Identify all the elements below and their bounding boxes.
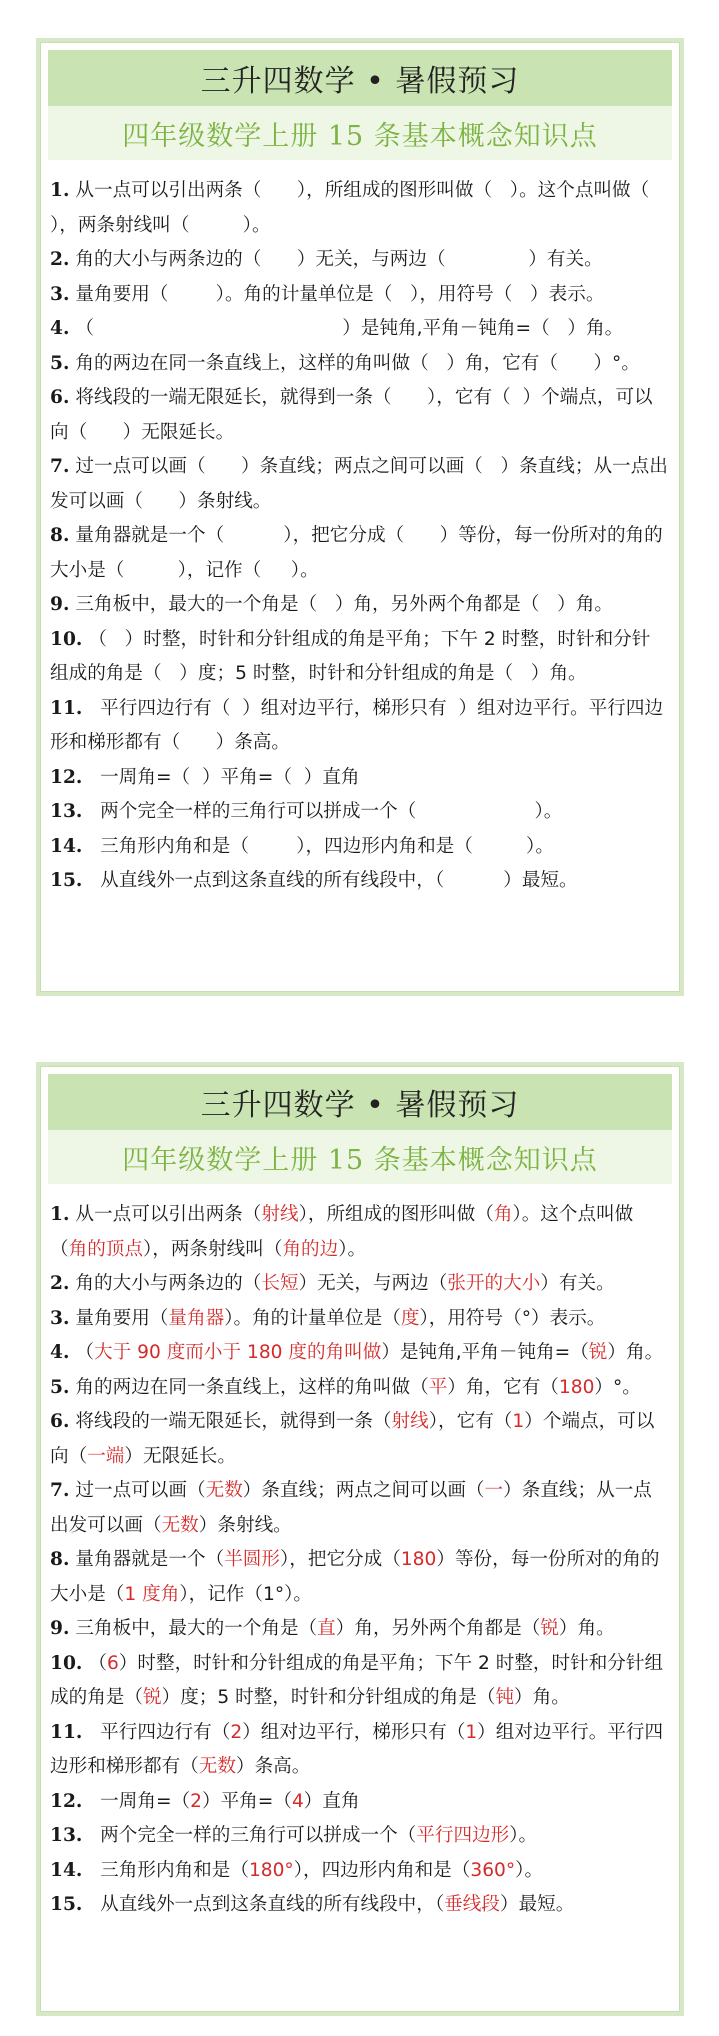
item-number: 3. [50,283,70,305]
answer-item [50,1888,668,1923]
question-item [50,174,709,243]
question-item [50,450,668,519]
question-text: ）组对边平行。平行四边形和梯形都有（ [50,1721,664,1777]
item-number: 14. [50,1859,83,1881]
question-text: ）度；5 时整，时针和分针组成的角是（ [161,1687,496,1708]
question-text: ）个端点，可以向（ [50,1411,655,1467]
question-item [50,830,668,865]
answer-text: 钝 [495,1687,515,1708]
question-text: ）。 [515,1859,544,1881]
question-text: 量角要用（ ）。角的计量单位是（ ），用符号（ ）表示。 [75,283,605,305]
question-text: 三角板中，最大的一个角是（ [75,1618,318,1639]
question-text: 从一点可以引出两条（ ），所组成的图形叫做（ ）。这个点叫做（ ），两条射线叫（ ）。 [50,180,709,236]
answer-item [50,1543,668,1612]
question-text: 从一点可以引出两条（ [75,1204,262,1225]
question-text: ），四边形内角和是（ [293,1859,471,1881]
question-text: 三角形内角和是（ [88,1859,249,1881]
question-item [50,588,668,623]
item-number: 2. [50,249,70,270]
answer-text: 2 [190,1790,202,1812]
question-text: 三角板中，最大的一个角是（ ）角，另外两个角都是（ ）角。 [75,594,613,615]
worksheet-title-answers: 三升四数学 • 暑假预习 [48,1074,672,1130]
answer-text: 角的顶点 [68,1238,143,1260]
answer-text: 一端 [87,1445,125,1467]
question-text: ）角。 [558,1618,615,1639]
answer-text: 1 [465,1721,478,1743]
item-number: 12. [50,1790,83,1812]
item-number: 8. [50,525,70,546]
question-text: ）角。 [607,1342,664,1363]
question-text: ），所组成的图形叫做（ [298,1204,494,1225]
question-text: ），用符号（°）表示。 [419,1307,606,1329]
question-text: 将线段的一端无限延长，就得到一条（ [75,1411,392,1432]
question-text: ）。 [509,1825,538,1846]
answer-text: 半圆形 [224,1549,280,1570]
answer-text: 1 [512,1411,525,1432]
item-number: 10. [50,628,83,650]
answer-item [50,1405,668,1474]
answer-text: 角 [493,1204,513,1225]
question-text: 平行四边行有（ ）组对边平行，梯形只有 ）组对边平行。平行四边形和梯形都有（ ）条高。 [50,697,664,753]
item-number: 5. [50,352,70,374]
question-text: 量角器就是一个（ [75,1549,225,1570]
answer-text: 射线 [391,1411,429,1432]
question-text: ）时整，时针和分针组成的角是平角；下午 2 时整，时针和分针组成的角是（ [50,1652,664,1708]
item-number: 15. [50,870,83,891]
answer-text: 射线 [261,1204,299,1225]
answer-text: 4 [291,1790,304,1812]
question-item [50,519,668,588]
answer-text: 平 [428,1376,448,1398]
item-number: 10. [50,1652,83,1674]
worksheet-title: 三升四数学 • 暑假预习 [48,50,672,106]
answer-item [50,1336,668,1371]
answer-item [50,1612,668,1647]
answer-text: 180° [248,1859,294,1881]
item-number: 11. [50,1721,83,1743]
answer-text: 长短 [261,1273,299,1294]
question-text: 过一点可以画（ ）条直线；两点之间可以画（ ）条直线；从一点出发可以画（ ）条射线。 [50,456,668,512]
question-text: 两个完全一样的三角行可以拼成一个（ ）。 [88,801,563,822]
answer-text: 6 [106,1652,119,1674]
question-text: ）。角的计量单位是（ [224,1307,401,1329]
answer-item [50,1716,668,1785]
answer-text: 1 度角 [124,1583,180,1605]
answer-item [50,1647,668,1716]
question-text: （ ）时整，时针和分针组成的角是平角；下午 2 时整，时针和分针组成的角是（ ）度；5 时整，时针和分针组成的角是（ ）角。 [50,628,651,684]
question-text: （ ）是钝角,平角－钝角=（ ）角。 [75,318,624,339]
item-number: 9. [50,1618,70,1639]
item-number: 9. [50,594,70,615]
question-text: ）角。 [514,1687,570,1708]
question-text: 角的两边在同一条直线上，这样的角叫做（ ）角，它有（ ）°。 [75,352,640,374]
item-number: 2. [50,1273,70,1294]
question-text: ）平角=（ [201,1790,292,1812]
question-text: ）有关。 [540,1273,615,1294]
question-text: ），把它分成（ [279,1549,401,1570]
question-text: ）直角 [303,1790,360,1812]
item-number: 7. [50,1480,70,1501]
answer-item [50,1854,668,1889]
item-number: 4. [50,1342,70,1363]
question-item [50,347,668,382]
answer-text: 大于 90 度而小于 180 度的角叫做 [94,1342,382,1363]
answer-text: 360° [470,1859,516,1881]
question-text: ）角，另外两个角都是（ [335,1618,541,1639]
answer-text: 直 [317,1618,336,1639]
question-text: ）是钝角,平角－钝角=（ [381,1342,589,1363]
question-item [50,795,668,830]
answer-text: 量角器 [168,1307,225,1329]
question-text: 角的大小与两条边的（ ）无关，与两边（ ）有关。 [75,249,603,270]
question-text: 一周角=（ ）平角=（ ）直角 [88,766,360,788]
question-text: ）条射线。 [198,1514,292,1536]
question-text: 角的大小与两条边的（ [75,1273,262,1294]
question-text: ），记作（1°）。 [179,1583,313,1605]
answer-text: 180 [558,1376,595,1398]
answer-item [50,1371,668,1406]
answer-text: 锐 [540,1618,559,1639]
item-number: 4. [50,318,70,339]
item-number: 5. [50,1376,70,1398]
question-text: ）条直线；两点之间可以画（ [242,1480,485,1501]
question-text: ）无限延长。 [124,1445,236,1467]
answer-text: 平行四边形 [416,1825,510,1846]
question-text: 角的两边在同一条直线上，这样的角叫做（ [75,1376,429,1398]
question-text: 从直线外一点到这条直线的所有线段中，（ [88,1894,445,1915]
answer-text: 无数 [161,1514,199,1536]
question-item [50,761,668,796]
question-text: 过一点可以画（ [75,1480,206,1501]
item-number: 6. [50,387,70,408]
item-number: 8. [50,1549,70,1570]
question-text: 平行四边行有（ [88,1721,231,1743]
question-text: ）无关，与两边（ [298,1273,448,1294]
worksheet-subtitle: 四年级数学上册 15 条基本概念知识点 [48,106,672,160]
question-text: 量角要用（ [75,1307,169,1329]
question-text: ），两条射线叫（ [143,1238,283,1260]
question-item [50,623,668,692]
question-text: 一周角=（ [88,1790,191,1812]
question-text: ）。 [338,1238,367,1260]
item-number: 12. [50,766,83,788]
answer-text: 2 [230,1721,243,1743]
answer-item [50,1267,668,1302]
question-text: 从直线外一点到这条直线的所有线段中，（ ）最短。 [88,870,578,891]
question-item [50,312,668,347]
question-text: ），它有（ [428,1411,513,1432]
question-text: 量角器就是一个（ ），把它分成（ ）等份，每一份所对的角的大小是（ ），记作（ ）。 [50,525,663,581]
answer-text: 锐 [142,1687,162,1708]
question-text: ）等份，每一份所对的角的大小是（ [50,1549,660,1605]
item-number: 11. [50,697,83,719]
question-text: 将线段的一端无限延长，就得到一条（ ），它有（ ）个端点，可以向（ ）无限延长。 [50,387,653,443]
item-number: 1. [50,180,70,201]
question-text: 三角形内角和是（ ），四边形内角和是（ ）。 [88,835,554,857]
question-text: 两个完全一样的三角行可以拼成一个（ [88,1825,417,1846]
question-item [50,864,668,899]
answer-item [50,1198,668,1267]
worksheet-subtitle-answers: 四年级数学上册 15 条基本概念知识点 [48,1130,672,1184]
question-item [50,381,668,450]
question-text: ）条直线；从一点出发可以画（ [50,1480,652,1536]
answer-text: 度 [400,1307,420,1329]
answer-text: 垂线段 [444,1894,500,1915]
answer-text: 张开的大小 [447,1273,541,1294]
answer-text: 无数 [205,1480,243,1501]
answer-text: 一 [484,1480,504,1501]
question-text: （ [88,1652,107,1674]
item-number: 1. [50,1204,70,1225]
question-text: ）组对边平行，梯形只有（ [242,1721,466,1743]
answer-item [50,1785,668,1820]
item-number: 13. [50,801,83,822]
answer-item [50,1302,668,1337]
answer-item [50,1474,668,1543]
item-number: 3. [50,1307,70,1329]
question-text: ）°。 [594,1376,641,1398]
item-number: 13. [50,1825,83,1846]
answer-item [50,1819,668,1854]
item-number: 6. [50,1411,70,1432]
question-item [50,243,668,278]
item-number: 7. [50,456,70,477]
answer-text: 锐 [588,1342,608,1363]
question-text: ）条高。 [235,1756,311,1777]
question-list [40,160,709,899]
item-number: 14. [50,835,83,857]
answer-text: 无数 [198,1756,236,1777]
answer-text: 180 [400,1549,437,1570]
question-text: （ [75,1342,95,1363]
question-text: ）。这个点叫做（ [50,1204,634,1260]
question-item [50,278,668,313]
worksheet-answer-card [36,1062,684,2016]
item-number: 15. [50,1894,83,1915]
answer-text: 角的边 [282,1238,339,1260]
answer-list [40,1184,680,1923]
question-text: ）最短。 [499,1894,575,1915]
question-text: ）角，它有（ [447,1376,559,1398]
worksheet-blank-card [36,38,709,996]
question-item [50,692,668,761]
